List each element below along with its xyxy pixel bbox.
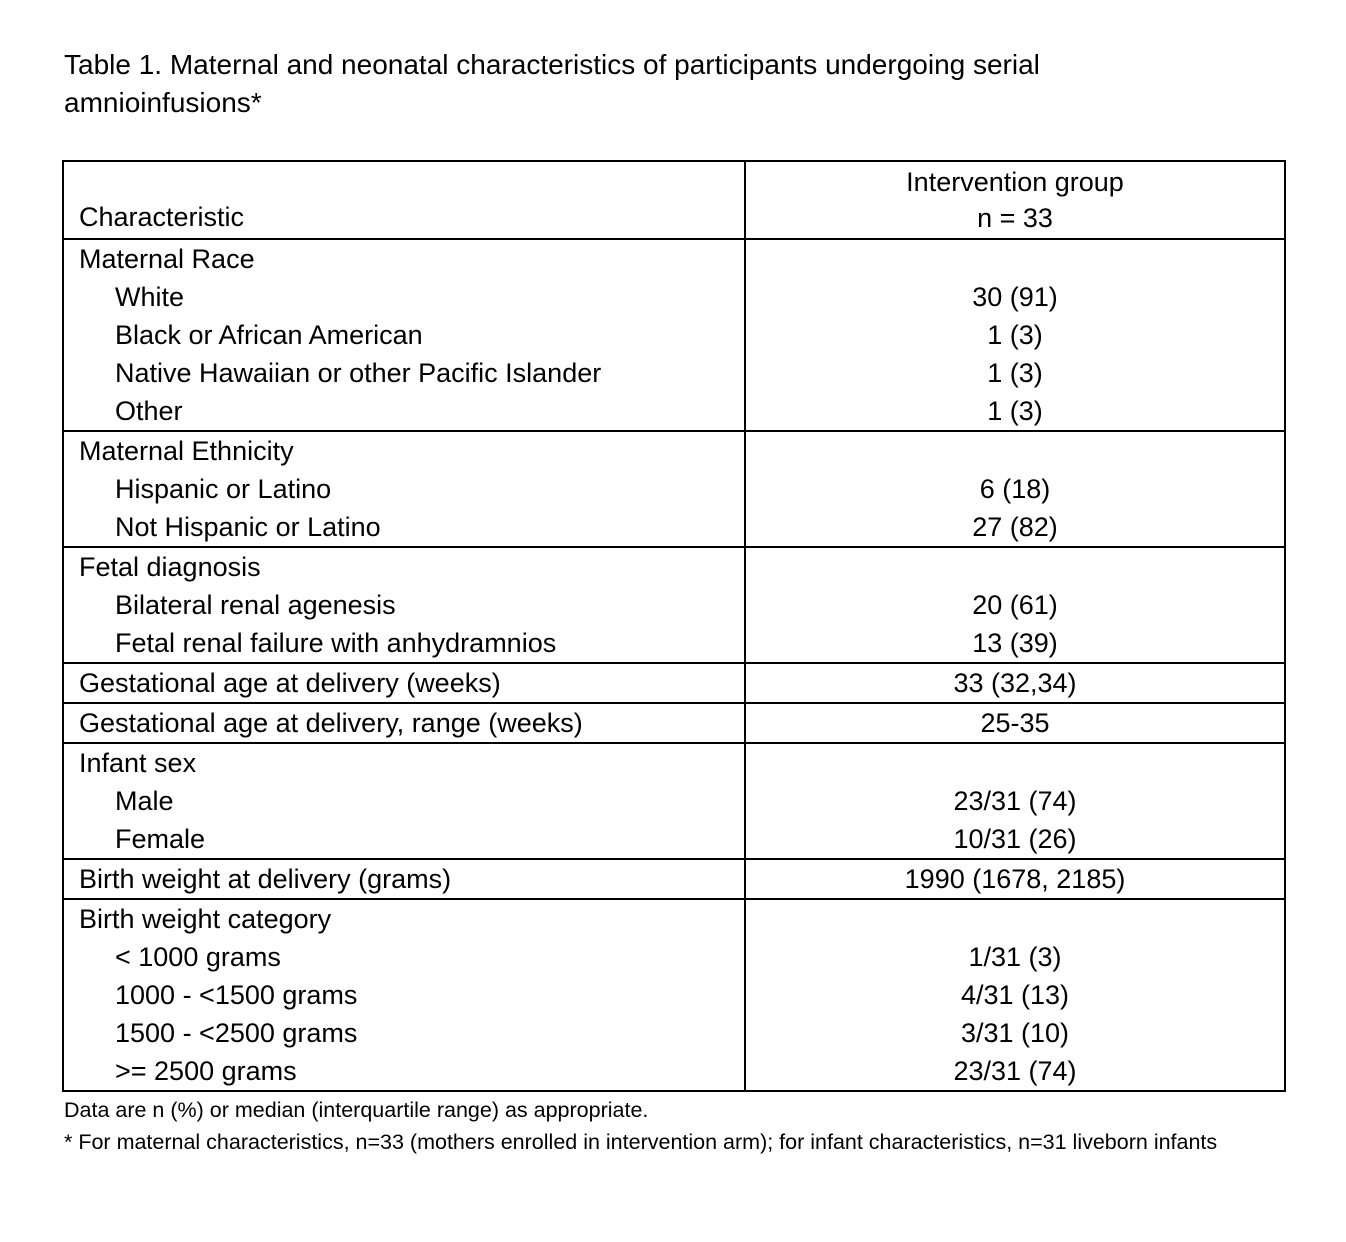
section-value-cell xyxy=(746,240,1284,430)
section-label-cell xyxy=(64,704,746,742)
header-characteristic-cell xyxy=(64,162,746,238)
section-label-cell xyxy=(64,900,746,1090)
table-title: Table 1. Maternal and neonatal characteristics of participants undergoing serial amnioinfusions* xyxy=(64,49,1040,118)
footnote-sample-sizes: * For maternal characteristics, n=33 (mothers enrolled in intervention arm); for infant characteristics, n=31 liveborn infants xyxy=(64,1130,1218,1154)
row-label: Bilateral renal agenesis xyxy=(115,590,396,620)
characteristics-table xyxy=(62,160,1286,1092)
row-value: 1 (3) xyxy=(987,320,1043,350)
section-value: 1990 (1678, 2185) xyxy=(904,864,1126,894)
section-label-cell xyxy=(64,548,746,662)
section-value-cell xyxy=(746,664,1284,702)
row-value: 3/31 (10) xyxy=(960,1018,1070,1048)
row-label: White xyxy=(115,282,185,312)
section-label: Maternal Ethnicity xyxy=(79,436,294,466)
section-value-cell xyxy=(746,432,1284,546)
table-section xyxy=(64,664,1284,704)
section-value-cell xyxy=(746,744,1284,858)
section-label: Maternal Race xyxy=(79,244,255,274)
row-label: 1500 - <2500 grams xyxy=(115,1018,358,1048)
row-value: 27 (82) xyxy=(972,512,1058,542)
row-label: Hispanic or Latino xyxy=(115,474,332,504)
section-value-cell xyxy=(746,860,1284,898)
row-label: Male xyxy=(115,786,174,816)
section-label: Fetal diagnosis xyxy=(79,552,261,582)
row-value: 10/31 (26) xyxy=(953,824,1077,854)
section-label: Birth weight at delivery (grams) xyxy=(79,864,452,894)
row-value: 30 (91) xyxy=(972,282,1058,312)
row-value: 6 (18) xyxy=(979,474,1051,504)
table-header xyxy=(64,162,1284,240)
section-label-cell xyxy=(64,744,746,858)
section-value: 33 (32,34) xyxy=(953,668,1077,698)
table-section xyxy=(64,432,1284,548)
row-label: < 1000 grams xyxy=(115,942,281,972)
row-value: 23/31 (74) xyxy=(953,1056,1077,1086)
section-label: Gestational age at delivery, range (weeks) xyxy=(79,708,583,738)
header-group-n: n = 33 xyxy=(977,203,1053,233)
section-label-cell xyxy=(64,240,746,430)
row-label: Not Hispanic or Latino xyxy=(115,512,381,542)
row-value: 13 (39) xyxy=(972,628,1058,658)
row-value: 1/31 (3) xyxy=(968,942,1062,972)
section-label: Birth weight category xyxy=(79,904,332,934)
section-label: Gestational age at delivery (weeks) xyxy=(79,668,501,698)
row-value: 1 (3) xyxy=(987,396,1043,426)
row-value: 23/31 (74) xyxy=(953,786,1077,816)
section-value xyxy=(746,432,1284,470)
table-body xyxy=(64,240,1284,1090)
row-value: 20 (61) xyxy=(972,590,1058,620)
row-label: Native Hawaiian or other Pacific Islander xyxy=(115,358,602,388)
section-label-cell xyxy=(64,860,746,898)
row-label: >= 2500 grams xyxy=(115,1056,297,1086)
section-value xyxy=(746,240,1284,278)
table-section xyxy=(64,860,1284,900)
section-value xyxy=(746,744,1284,782)
header-group-cell xyxy=(746,162,1284,238)
table-section xyxy=(64,744,1284,860)
section-label-cell xyxy=(64,432,746,546)
header-characteristic: Characteristic xyxy=(79,202,245,232)
section-value-cell xyxy=(746,900,1284,1090)
section-value xyxy=(746,900,1284,938)
section-value-cell xyxy=(746,704,1284,742)
row-label: Female xyxy=(115,824,206,854)
section-value: 25-35 xyxy=(980,708,1050,738)
section-value-cell xyxy=(746,548,1284,662)
table-section xyxy=(64,548,1284,664)
header-group-label: Intervention group xyxy=(906,167,1124,197)
row-label: Other xyxy=(115,396,183,426)
footnote-data-description: Data are n (%) or median (interquartile range) as appropriate. xyxy=(64,1098,649,1122)
section-label-cell xyxy=(64,664,746,702)
table-section xyxy=(64,240,1284,432)
row-label: Black or African American xyxy=(115,320,423,350)
section-value xyxy=(746,548,1284,586)
row-label: Fetal renal failure with anhydramnios xyxy=(115,628,557,658)
table-section xyxy=(64,704,1284,744)
row-value: 1 (3) xyxy=(987,358,1043,388)
table-section xyxy=(64,900,1284,1090)
section-label: Infant sex xyxy=(79,748,197,778)
table-footnotes xyxy=(64,1094,1264,1158)
row-value: 4/31 (13) xyxy=(960,980,1070,1010)
row-label: 1000 - <1500 grams xyxy=(115,980,358,1010)
